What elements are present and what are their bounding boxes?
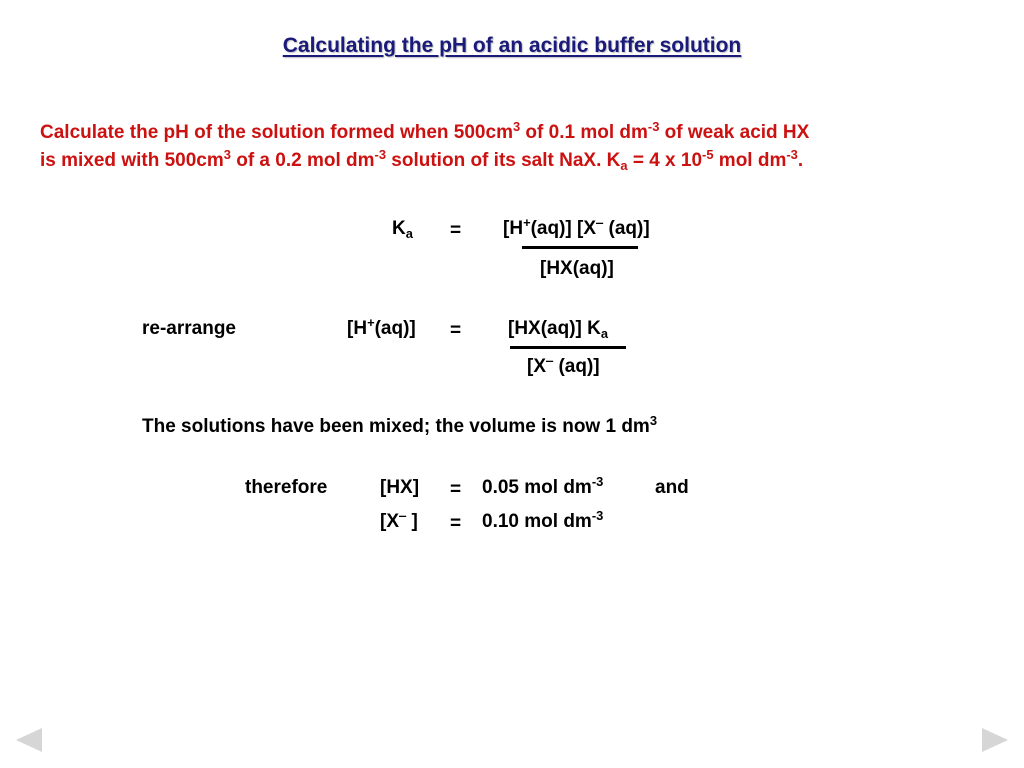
fraction-bar: [522, 246, 638, 249]
problem-line-1: Calculate the pH of the solution formed when $500cm^3$ of 0.1 mol $dm^{-3}$ of weak acid HX: [40, 118, 810, 143]
rearrange-label: re-arrange: [142, 318, 236, 339]
x-minus-concentration-label: [X‒ ]: [380, 507, 418, 532]
problem-statement: [40, 119, 809, 175]
and-label: and: [655, 477, 689, 498]
next-slide-icon[interactable]: [982, 728, 1008, 752]
x-minus-concentration-value: 0.10 mol $dm^{-3}$: [482, 507, 604, 532]
equals-sign: =: [450, 220, 462, 241]
hx-concentration-value: 0.05 mol $dm^{-3}$: [482, 473, 604, 498]
therefore-label: therefore: [245, 477, 328, 498]
equals-sign: =: [450, 513, 462, 534]
fraction-bar: [510, 346, 626, 349]
equals-sign: =: [450, 479, 462, 500]
rearranged-numerator: [HX(aq)] $K_a$: [508, 318, 609, 341]
ka-denominator: [HX(aq)]: [540, 258, 614, 279]
problem-line-2: is mixed with $500cm^3$ of a 0.2 mol $dm^{-3}$ solution of its salt NaX. $K_a = 4$ x $10^{-5}$ mol $dm^{-3}$.: [40, 146, 804, 173]
previous-slide-icon[interactable]: [16, 728, 42, 752]
slide-title: Calculating the pH of an acidic buffer solution: [282, 34, 742, 57]
ka-numerator: [H+(aq)] [X‒ (aq)]: [503, 214, 650, 239]
hx-concentration-label: [HX]: [380, 477, 420, 498]
h-plus-lhs: [H+(aq)]: [347, 314, 416, 339]
ka-symbol: $K_a$: [392, 218, 413, 241]
volume-statement: The solutions have been mixed; the volume is now 1 $dm^3$: [142, 412, 658, 437]
rearranged-denominator: [X‒ (aq)]: [527, 352, 600, 377]
equals-sign: =: [450, 320, 462, 341]
